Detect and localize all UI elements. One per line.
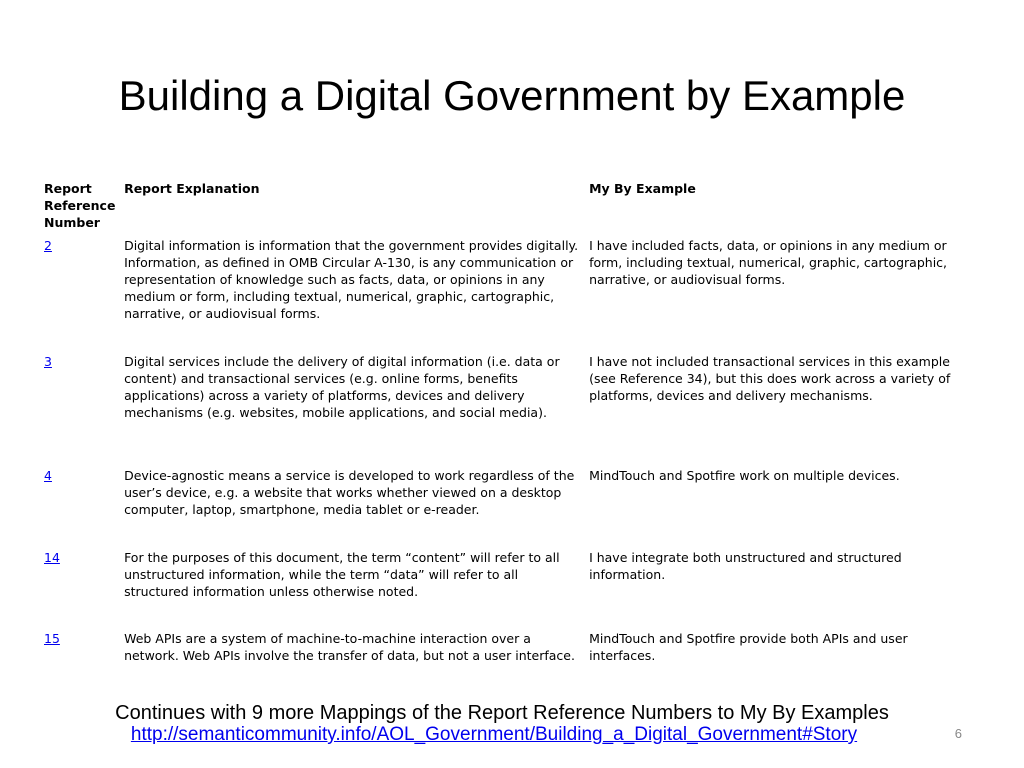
reference-link-15[interactable]: 15 (44, 631, 60, 646)
footer-summary-text: Continues with 9 more Mappings of the Report Reference Numbers to My By Examples (115, 702, 889, 724)
table-row (40, 351, 970, 465)
report-explanation-cell: Device-agnostic means a service is developed to work regardless of the user’s device, e.g. a website that works whether viewed on a desktop computer, laptop, smartphone, media tablet or e-reader. (124, 468, 575, 517)
header-report-explanation: Report Explanation (124, 181, 260, 196)
footer-link-container (0, 723, 988, 747)
reference-number-cell (40, 465, 120, 547)
table-row (40, 628, 970, 682)
reference-number-cell (40, 547, 120, 628)
table-row (40, 547, 970, 628)
page-number: 6 (954, 726, 962, 741)
header-my-by-example: My By Example (589, 181, 696, 196)
table-row (40, 465, 970, 547)
story-link[interactable]: http://semanticommunity.info/AOL_Government/Building_a_Digital_Government#Story (130, 724, 858, 745)
reference-number-cell (40, 351, 120, 465)
reference-link-14[interactable]: 14 (44, 550, 60, 565)
reference-mapping-table (40, 178, 970, 682)
my-by-example-cell: MindTouch and Spotfire provide both APIs and user interfaces. (589, 631, 908, 663)
report-explanation-cell: Digital information is information that the government provides digitally. Information, as defined in OMB Circular A-130, is any communication or representation of knowledge such as facts, data, or opinions in any medium or form, including textual, numerical, graphic, cartographic, narrative, or audiovisual forms. (124, 238, 579, 321)
reference-link-2[interactable]: 2 (44, 238, 52, 253)
report-explanation-cell: For the purposes of this document, the term “content” will refer to all unstructured information, while the term “data” will refer to all structured information unless otherwise noted. (124, 550, 560, 599)
header-report-reference-number: Report Reference Number (44, 181, 116, 230)
reference-link-3[interactable]: 3 (44, 354, 52, 369)
my-by-example-cell: I have integrate both unstructured and structured information. (589, 550, 902, 582)
my-by-example-cell: I have included facts, data, or opinions in any medium or form, including textual, numerical, graphic, cartographic, narrative, or audiovisual forms. (589, 238, 948, 287)
my-by-example-cell: MindTouch and Spotfire work on multiple devices. (589, 468, 900, 483)
report-explanation-cell: Digital services include the delivery of digital information (i.e. data or content) and transactional services (e.g. online forms, benefits applications) across a variety of platforms, devices and delivery mechanisms (e.g. websites, mobile applications, and social media). (124, 354, 560, 420)
table-header-row (40, 178, 970, 235)
reference-number-cell (40, 628, 120, 682)
my-by-example-cell: I have not included transactional services in this example (see Reference 34), but this does work across a variety of platforms, devices and delivery mechanisms. (589, 354, 951, 403)
reference-number-cell (40, 235, 120, 351)
report-explanation-cell: Web APIs are a system of machine-to-machine interaction over a network. Web APIs involve the transfer of data, but not a user interface. (124, 631, 575, 663)
slide-title: Building a Digital Government by Example (118, 72, 906, 119)
table-row (40, 235, 970, 351)
reference-link-4[interactable]: 4 (44, 468, 52, 483)
